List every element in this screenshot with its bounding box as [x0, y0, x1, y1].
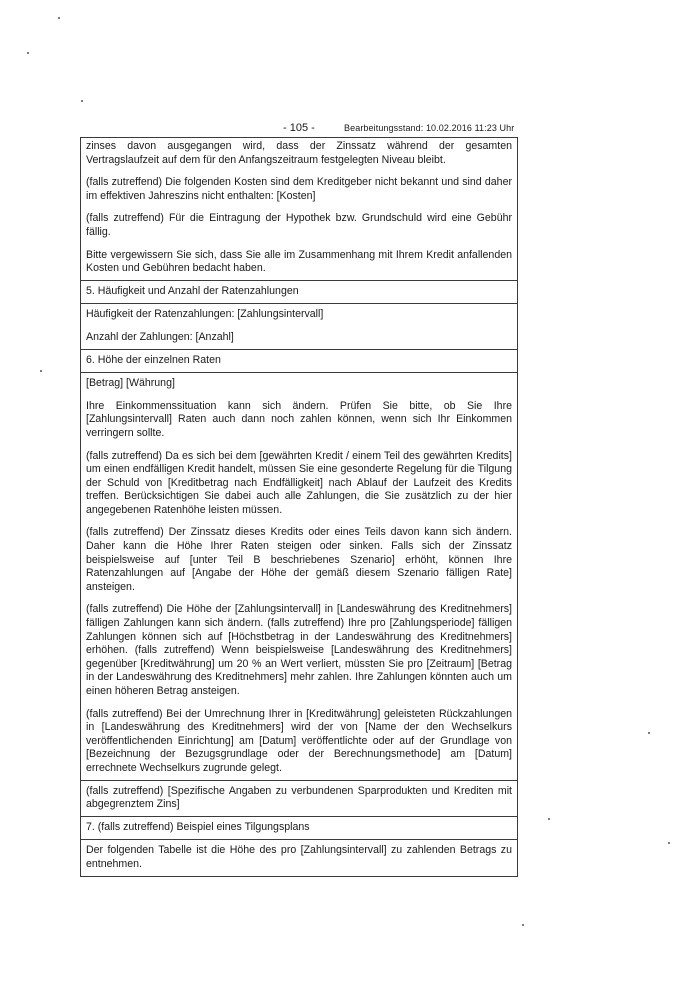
paragraph: (falls zutreffend) Die folgenden Kosten sind dem Kreditgeber nicht bekannt und sind daher im effektiven Jahreszins nicht enthalten: [Kosten] [86, 176, 512, 202]
scan-speck [668, 842, 670, 844]
paragraph: [Betrag] [Währung] [86, 377, 175, 390]
table-row [81, 138, 517, 281]
section-heading-row [81, 350, 517, 374]
section-heading: 6. Höhe der einzelnen Raten [86, 353, 221, 366]
scan-speck [40, 370, 42, 372]
paragraph: (falls zutreffend) Der Zinssatz dieses Kredits oder eines Teils davon kann sich ändern. Daher kann die Höhe Ihrer Raten steigen oder sinken. Falls sich der Zinssatz beispielsweise auf [unter Teil B beschriebenes Szenario] erhöht, können Ihre Ratenzahlungen auf [Angabe der Höhe der gemäß diesem Szenario fälligen Rate] ansteigen. [86, 526, 512, 593]
paragraph: (falls zutreffend) Da es sich bei dem [gewährten Kredit / einem Teil des gewährten Kredits] um einen endfälligen Kredit handelt, müssen Sie eine gesonderte Regelung für die Tilgung der Schuld von [Kreditbetrag nach Endfälligkeit] nach Ablauf der Laufzeit des Kredits treffen. Berücksichtigen Sie dabei auch alle Zahlungen, die Sie zusätzlich zu der hier angegebenen Ratenhöhe leisten müssen. [86, 449, 512, 516]
paragraph: (falls zutreffend) [Spezifische Angaben zu verbundenen Sparprodukten und Krediten mit abgegrenztem Zins] [86, 784, 512, 811]
scan-speck [27, 52, 29, 54]
paragraph: Häufigkeit der Ratenzahlungen: [Zahlungsintervall] [86, 308, 324, 321]
paragraph: (falls zutreffend) Bei der Umrechnung Ihrer in [Kreditwährung] geleisteten Rückzahlungen in [Landeswährung des Kreditnehmers] wird der von [Name der den Wechselkurs veröffentlichenden Einrichtung] am [Datum] veröffentlichte oder auf der Grundlage von [Bezeichnung der Bezugsgrundlage oder der Berechnungsmethode] am [Datum] errechnete Wechselkurs zugrunde gelegt. [86, 707, 512, 774]
table-row [81, 304, 517, 349]
revision-status: Bearbeitungsstand: 10.02.2016 11:23 Uhr [344, 123, 515, 133]
scan-speck [522, 924, 524, 926]
paragraph: Bitte vergewissern Sie sich, dass Sie alle im Zusammenhang mit Ihrem Kredit anfallenden Kosten und Gebühren bedacht haben. [86, 248, 512, 275]
table-row [81, 840, 517, 875]
scan-speck [648, 732, 650, 734]
section-heading: 5. Häufigkeit und Anzahl der Ratenzahlungen [86, 284, 299, 297]
section-heading-row [81, 817, 517, 841]
page-header [0, 122, 700, 136]
paragraph: zinses davon ausgegangen wird, dass der Zinssatz während der gesamten Vertragslaufzeit auf dem für den Anfangszeitraum festgelegten Niveau bleibt. [86, 140, 512, 166]
paragraph: Der folgenden Tabelle ist die Höhe des pro [Zahlungsintervall] zu zahlenden Betrags zu entnehmen. [86, 844, 512, 870]
section-heading-row [81, 281, 517, 305]
table-row [81, 373, 517, 780]
scan-speck [81, 100, 83, 102]
document-table [80, 137, 518, 877]
paragraph: (falls zutreffend) Die Höhe der [Zahlungsintervall] in [Landeswährung des Kreditnehmers] fälligen Zahlungen kann sich ändern. (falls zutreffend) Ihre pro [Zahlungsperiode] fälligen Zahlungen können sich auf [Höchstbetrag in der Landeswährung des Kreditnehmers] erhöhen. (falls zutreffend) Wenn beispielsweise [Landeswährung des Kreditnehmers] gegenüber [Kreditwährung] um 20 % an Wert verliert, müssten Sie pro [Zeitraum] [Betrag in der Landeswährung des Kreditnehmers] mehr zahlen. Ihre Zahlungen könnten auch um einen höheren Betrag ansteigen. [86, 603, 512, 697]
paragraph: Anzahl der Zahlungen: [Anzahl] [86, 330, 234, 343]
table-row [81, 781, 517, 817]
paragraph: (falls zutreffend) Für die Eintragung der Hypothek bzw. Grundschuld wird eine Gebühr fällig. [86, 212, 512, 238]
page-number: - 105 - [283, 122, 315, 134]
paragraph: Ihre Einkommenssituation kann sich ändern. Prüfen Sie bitte, ob Sie Ihre [Zahlungsintervall] Raten auch dann noch zahlen können, wenn sich Ihr Einkommen verringern sollte. [86, 399, 512, 439]
scan-speck [58, 17, 60, 19]
scan-speck [548, 818, 550, 820]
section-heading: 7. (falls zutreffend) Beispiel eines Tilgungsplans [86, 820, 310, 833]
